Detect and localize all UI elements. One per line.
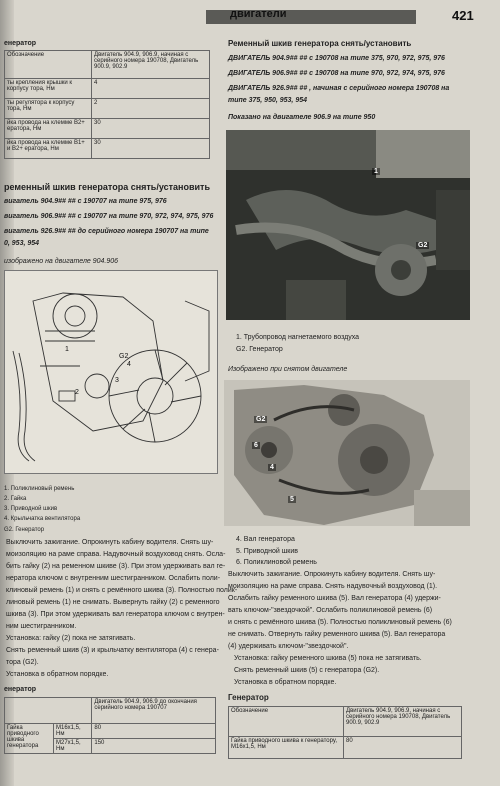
- photo2-caption: Изображено при снятом двигателе: [228, 366, 348, 373]
- left-body-line: тора (G2).: [6, 659, 39, 666]
- upper-pulley-hub: [65, 306, 85, 326]
- left-legend-item: 1. Поликлиновый ремень: [4, 486, 75, 492]
- drive-pulley: [85, 374, 109, 398]
- right-body-line: (4) удерживать ключом-"звездочкой".: [228, 643, 349, 650]
- housing-outline: [185, 301, 209, 381]
- table-cell: Гайка приводного шкива к генератору, M16x1,5, Нм: [229, 737, 344, 759]
- left-legend-item: 2. Гайка: [4, 496, 27, 502]
- right-body-line: Ослабить гайку ременного шкива (5). Вал генератора (4) удержи-: [228, 595, 441, 602]
- drawing-label: 3: [115, 377, 119, 384]
- nut-shape: [59, 391, 75, 401]
- photo-label: 6: [254, 442, 258, 449]
- table-cell: 30: [92, 119, 210, 139]
- left-body-line: бить гайку (2) на ременном шкиве (3). При этом удерживать вал ге-: [6, 563, 226, 570]
- table-cell: [5, 698, 92, 724]
- photo1-legend-item: G2. Генератор: [236, 346, 283, 353]
- right-engine-line: ДВИГАТЕЛЬ 926.9## ## , начиная с серийного номера 190708 на: [228, 85, 450, 92]
- right-body-line: Установка: гайку ременного шкива (5) пока не затягивать.: [234, 655, 422, 662]
- left-body-line: Установка: гайку (2) пока не затягивать.: [6, 635, 136, 642]
- right-body-line: Выключить зажигание. Опрокинуть кабину водителя. Снять шу-: [228, 571, 436, 578]
- left-bottom-table: [4, 697, 216, 754]
- page-header: [0, 4, 500, 24]
- left-generator-label: енератор: [4, 40, 37, 47]
- right-shown-on: Показано на двигателе 906.9 на типе 950: [228, 114, 376, 121]
- table-cell: 80: [92, 724, 216, 739]
- right-generator-table: [228, 706, 462, 759]
- table-cell: ты крепления крышки к корпусу тора, Нм: [5, 79, 92, 99]
- right-body-line: и снять с ремённого шкива (5). Полностью поликлиновый ремень (6): [228, 619, 452, 626]
- left-body-line: Снять ременный шкив (3) и крыльчатку вентилятора (4) с генера-: [6, 647, 219, 654]
- right-engine-line: ДВИГАТЕЛЬ 904.9## ## с 190708 на типе 375, 970, 972, 975, 976: [228, 55, 445, 62]
- right-body-line: не снимать. Отвернуть гайку ременного шкива (5). Вал генератора: [228, 631, 446, 638]
- table-cell: Обозначение: [229, 707, 344, 737]
- photo-label: G2: [256, 416, 266, 423]
- table-cell: 80: [344, 737, 462, 759]
- right-engine-line: ДВИГАТЕЛЬ 906.9## ## с 190708 на типе 970, 972, 974, 975, 976: [228, 70, 445, 77]
- table-cell: 2: [92, 99, 210, 119]
- belt-path: [19, 353, 35, 461]
- engine-photo-top: [226, 130, 470, 320]
- generator-shaft: [261, 442, 277, 458]
- left-engine-line: 0, 953, 954: [4, 240, 40, 247]
- photo-label: 4: [270, 464, 274, 471]
- table-cell: Гайка приводного шкива генератора: [5, 724, 54, 754]
- right-engine-line: типе 375, 950, 953, 954: [228, 97, 307, 104]
- right-body-line: вать ключом-"звездочкой". Ослабить поликлиновой ремень (6): [228, 607, 433, 614]
- table-cell: M16x1,5, Нм: [54, 724, 92, 739]
- right-body-line: Установка в обратном порядке.: [234, 679, 337, 686]
- engine-photo-bottom: [224, 380, 470, 526]
- table-cell: Двигатель 904.9, 906.9, начиная с серийного номера 190708, Двигатель 900.9, 902.9: [92, 51, 210, 79]
- drawing-label: 2: [75, 389, 79, 396]
- left-image-caption: изображено на двигателе 904.906: [4, 258, 119, 265]
- photo-cab-panel: [376, 130, 470, 178]
- drawing-label: 4: [127, 361, 131, 368]
- photo-label: 1: [374, 168, 378, 175]
- photo-label: G2: [418, 242, 428, 249]
- damper-hub: [360, 446, 388, 474]
- table-cell: Двигатель 904.9, 906.9 до окончания серийного номера 190707: [92, 698, 216, 724]
- photo2-legend-item: 6. Поликлиновой ремень: [236, 559, 317, 566]
- left-engine-line: вигатель 926.9## ## до серийного номера 190707 на типе: [4, 228, 209, 235]
- left-body-line: клиновый ремень (1) и снять с ремённого шкива (3). Полностью полик-: [6, 587, 238, 594]
- engine-photo-top-svg: [226, 130, 470, 320]
- left-engine-line: вигатель 904.9## ## с 190707 на типе 975, 976: [4, 198, 167, 205]
- right-heading: Ременный шкив генератора снять/установить: [228, 39, 412, 48]
- drawing-label: G2: [119, 353, 129, 360]
- table-cell: ты регулятора к корпусу тора, Нм: [5, 99, 92, 119]
- photo-label: 5: [290, 496, 294, 503]
- engine-lower: [286, 280, 346, 320]
- engine-line-drawing: [4, 270, 218, 474]
- left-top-table: [4, 50, 210, 159]
- table-cell: 30: [92, 139, 210, 159]
- table-cell: йка провода на клемме В1+ и В2+ ератора, Нм: [5, 139, 92, 159]
- left-body-line: ним шестигранником.: [6, 623, 77, 630]
- generator-pulley: [391, 260, 411, 280]
- page-number: 421: [452, 8, 474, 23]
- left-body-line: линовый ремень (1) не снимать. Вывернуть гайку (2) с ременного: [6, 599, 220, 606]
- left-body-line: моизоляцию на раме справа. Надувочный воздуховод снять. Осла-: [6, 551, 226, 558]
- table-cell: Двигатель 904.9, 906.9, начиная с серийного номера 190708, Двигатель 900.9, 902.9: [344, 707, 462, 737]
- left-legend-item: G2. Генератор: [4, 527, 45, 533]
- left-legend-item: 4. Крыльчатка вентилятора: [4, 516, 81, 522]
- engine-photo-bottom-svg: [224, 380, 470, 526]
- table-cell: 4: [92, 79, 210, 99]
- left-body-line: шкива (3). При этом удерживать вал генератора ключом с внутрен-: [6, 611, 225, 618]
- right-generator-label: Генератор: [228, 693, 269, 702]
- left-body-line: Выключить зажигание. Опрокинуть кабину водителя. Снять шу-: [6, 539, 214, 546]
- left-legend-item: 3. Приводной шкив: [4, 506, 58, 512]
- photo-right-shade: [436, 190, 470, 270]
- belt-path: [13, 351, 29, 461]
- left-bottom-label: енератор: [4, 686, 37, 693]
- table-cell: M27x1,5, Нм: [54, 739, 92, 754]
- photo2-legend-item: 5. Приводной шкив: [236, 548, 299, 555]
- left-engine-line: вигатель 906.9## ## с 190707 на типе 970, 972, 974, 975, 976: [4, 213, 214, 220]
- photo-floor: [414, 490, 470, 526]
- left-body-line: Установка в обратном порядке.: [6, 671, 109, 678]
- left-heading: ременный шкив генератора снять/установить: [4, 182, 210, 192]
- table-cell: 150: [92, 739, 216, 754]
- table-cell: йка провода на клемме В2+ ератора, Нм: [5, 119, 92, 139]
- upper-pulley: [328, 394, 360, 426]
- left-body-line: нератора ключом с внутренним шестигранником. Ослабить поли-: [6, 575, 221, 582]
- right-body-line: Снять ременный шкив (5) с генератора (G2).: [234, 667, 380, 674]
- photo2-legend-item: 4. Вал генератора: [236, 536, 295, 543]
- drawing-label: 1: [65, 346, 69, 353]
- section-title: двигатели: [230, 8, 287, 20]
- photo1-legend-item: 1. Трубопровод нагнетаемого воздуха: [236, 334, 360, 341]
- engine-drawing-svg: [5, 271, 217, 473]
- right-body-line: моизоляцию на раме справа. Снять надувочный воздуховод (1).: [228, 583, 438, 590]
- table-cell: Обозначение: [5, 51, 92, 79]
